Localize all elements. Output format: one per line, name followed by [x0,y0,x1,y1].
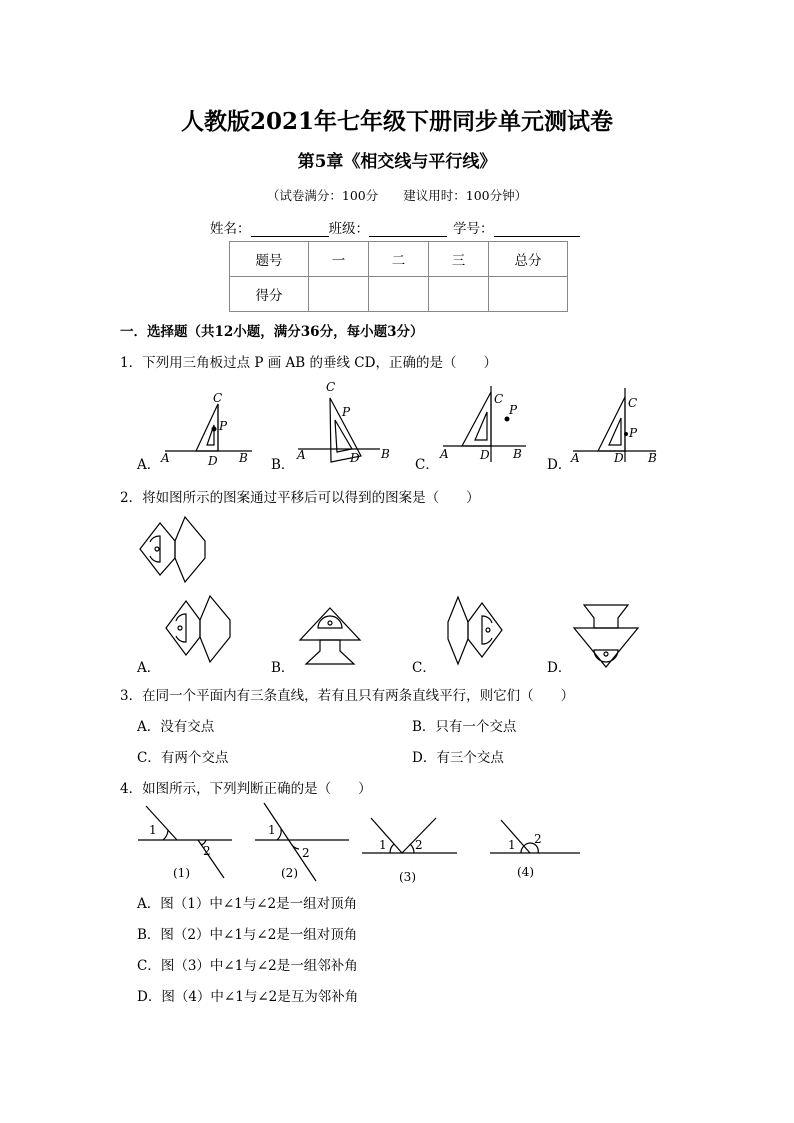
section-heading: 一．选择题（共12小题，满分36分，每小题3分） [120,324,424,340]
q4-fig2-angle2: 2 [302,846,310,860]
q1-option-d-label[interactable]: D． [547,457,572,473]
q4-fig3-angle2: 2 [415,838,423,852]
q1b-label-p: P [342,405,351,419]
q4-fig1-angle1: 1 [149,823,157,837]
page-title: 人教版2021年七年级下册同步单元测试卷 [180,108,613,135]
score-header-cell: 题号 [230,242,309,277]
q4-option-b[interactable]: B．图（2）中∠1与∠2是一组对顶角 [137,927,358,943]
q1b-label-b: B [381,447,390,461]
exam-meta: （试卷满分：100分 建议用时：100分钟） [266,188,528,203]
q4-fig4-angle1: 1 [508,838,516,852]
question-3-text: 3．在同一个平面内有三条直线，若有且只有两条直线平行，则它们（ ） [120,688,575,704]
q4-fig2-label: (2) [281,866,298,880]
q4-fig3-label: (3) [399,870,416,884]
q1-option-b-label[interactable]: B． [271,457,295,473]
q3-option-c[interactable]: C．有两个交点 [137,750,229,766]
q1a-label-p: P [219,419,228,433]
chapter-subtitle: 第5章《相交线与平行线》 [297,152,497,172]
q3-option-b[interactable]: B．只有一个交点 [412,719,517,735]
q4-figure-3 [362,818,457,853]
q1b-label-a: A [297,448,306,462]
question-4-text: 4．如图所示，下列判断正确的是（ ） [120,781,372,797]
q1c-label-p: P [509,403,518,417]
q1b-label-c: C [326,380,336,394]
q4-fig3-angle1: 1 [379,838,387,852]
q1a-label-b: B [239,451,248,465]
q4-fig1-angle2: 2 [203,844,211,858]
id-label: 学号： [453,221,494,237]
q1d-label-b: B [648,451,657,465]
q4-option-a[interactable]: A．图（1）中∠1与∠2是一组对顶角 [137,896,358,912]
q1d-label-c: C [628,396,638,410]
q1c-label-a: A [440,447,449,461]
question-1-text: 1．下列用三角板过点 P 画 AB 的垂线 CD，正确的是（ ） [120,355,497,371]
q4-figure-2 [255,803,349,881]
q4-fig1-label: (1) [173,866,190,880]
q2-option-b-label[interactable]: B． [271,660,295,676]
q1b-label-d: D [350,451,360,465]
q1c-label-c: C [494,392,504,406]
score-row-label: 得分 [230,277,309,312]
q4-fig2-angle1: 1 [268,823,276,837]
q1a-label-a: A [161,451,170,465]
q1d-label-a: A [571,451,580,465]
q4-option-c[interactable]: C．图（3）中∠1与∠2是一组邻补角 [137,958,358,974]
q2-option-d-label[interactable]: D． [547,660,572,676]
q2-option-c-label[interactable]: C． [412,660,436,676]
score-header-cell: 二 [369,242,429,277]
q1d-label-p: P [629,426,638,440]
q1c-label-b: B [513,447,522,461]
q1d-label-d: D [614,451,624,465]
q1-option-c-label[interactable]: C． [415,457,439,473]
q1c-label-d: D [480,448,490,462]
score-header-cell: 一 [309,242,369,277]
q3-option-a[interactable]: A．没有交点 [137,719,215,735]
q3-option-d[interactable]: D．有三个交点 [412,750,504,766]
q2-option-a-label[interactable]: A． [137,660,161,676]
q4-option-d[interactable]: D．图（4）中∠1与∠2是互为邻补角 [137,989,359,1005]
question-2-text: 2．将如图所示的图案通过平移后可以得到的图案是（ ） [120,490,480,506]
q1a-label-d: D [208,454,218,468]
score-header-cell: 三 [429,242,489,277]
q1-option-a-label[interactable]: A． [137,457,161,473]
q4-fig4-angle2: 2 [534,832,542,846]
q4-fig4-label: (4) [517,865,534,879]
score-header-cell: 总分 [489,242,568,277]
class-label: 班级： [328,221,369,237]
q1a-label-c: C [213,391,223,405]
name-label: 姓名： [210,221,251,237]
